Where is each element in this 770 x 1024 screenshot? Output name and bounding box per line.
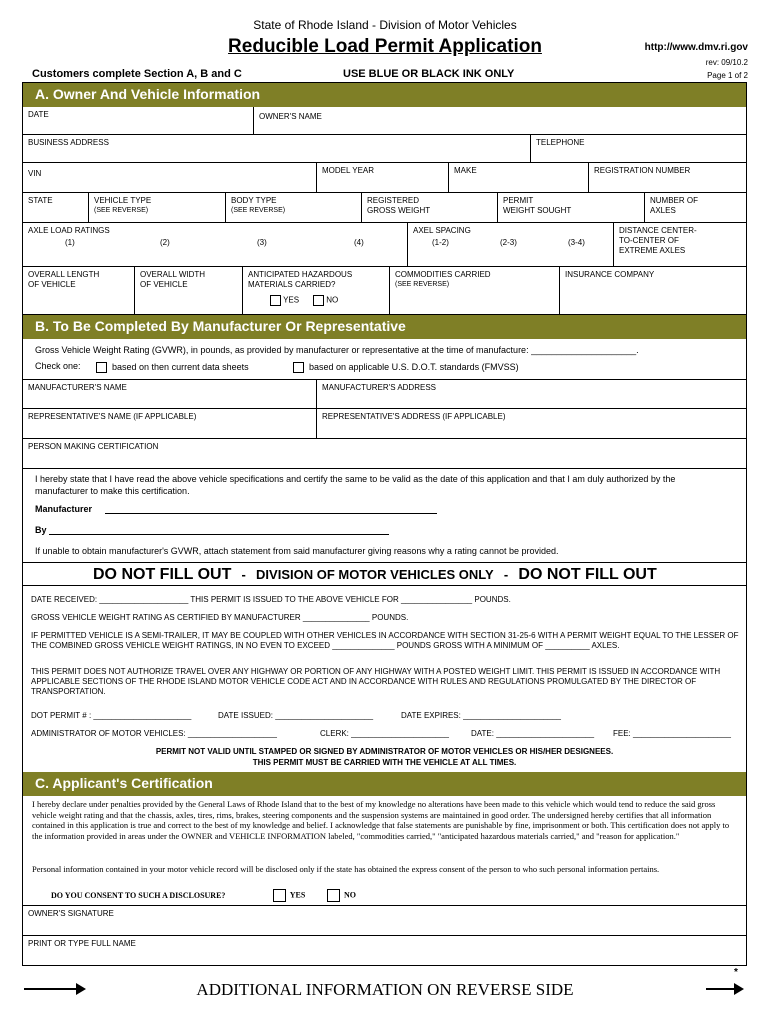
dmv-only-heading bbox=[93, 567, 733, 583]
consent-yes-label: YES bbox=[289, 890, 306, 900]
certification-statement: I hereby state that I have read the above vehicle specifications and certify the same to be valid as the date of this application and that I am duly authorized by the manufacturer to make this certification. bbox=[35, 474, 676, 496]
state-label: STATE bbox=[28, 196, 53, 205]
privacy-text: Personal information contained in your motor vehicle record will be disclosed only if the state has obtained the express consent of the person to who such personal information pertains. bbox=[32, 864, 660, 874]
form-title: Reducible Load Permit Application bbox=[228, 36, 542, 57]
rep-address-label: REPRESENTATIVE'S ADDRESS (IF APPLICABLE) bbox=[322, 412, 506, 421]
manufacturer-name-field[interactable] bbox=[23, 379, 317, 409]
by-signature-line[interactable] bbox=[49, 534, 389, 535]
dmv-notice-1: PERMIT NOT VALID UNTIL STAMPED OR SIGNED BY ADMINISTRATOR OF MOTOR VEHICLES OR HIS/HER DESIGNEES. bbox=[155, 747, 614, 756]
rep-name-label: REPRESENTATIVE'S NAME (IF APPLICABLE) bbox=[28, 412, 197, 421]
consent-no-option[interactable] bbox=[327, 889, 356, 902]
overall-length-field[interactable] bbox=[23, 267, 135, 315]
insurance-label: INSURANCE COMPANY bbox=[565, 270, 655, 279]
overall-width-label-1: OVERALL WIDTH bbox=[140, 270, 206, 279]
number-of-axles-label-2: AXLES bbox=[650, 206, 676, 215]
telephone-label: TELEPHONE bbox=[536, 138, 585, 147]
consent-yes-checkbox[interactable] bbox=[273, 889, 286, 902]
business-address-label: BUSINESS ADDRESS bbox=[28, 138, 109, 147]
print-name-label: PRINT OR TYPE FULL NAME bbox=[28, 939, 136, 948]
hazardous-yes-option[interactable] bbox=[270, 295, 299, 306]
fmvss-checkbox[interactable] bbox=[293, 362, 304, 373]
hazardous-no-checkbox[interactable] bbox=[313, 295, 324, 306]
owner-name-field[interactable] bbox=[254, 107, 746, 135]
check-one-label: Check one: bbox=[35, 361, 81, 371]
option-2-label: based on applicable U.S. D.O.T. standards (FMVSS) bbox=[309, 362, 519, 372]
manufacturer-address-field[interactable] bbox=[317, 379, 746, 409]
dmv-line-4: THIS PERMIT DOES NOT AUTHORIZE TRAVEL OVER ANY HIGHWAY OR PORTION OF ANY HIGHWAY WITH A POSTED WEIGHT LIMIT. THIS PERMIT IS ISSUED IN ACCORDANCE WITH APPLICABLE SECTIONS OF THE RHODE ISLAND MOTOR VEHICLE CODE ACT AND IN ACCORDANCE WITH RULES AND REGULATIONS PROMULGATED BY THE DIRECTOR OF TRANSPORTATION. bbox=[31, 667, 721, 696]
number-of-axles-field[interactable] bbox=[645, 193, 746, 223]
customers-instruction: Customers complete Section A, B and C bbox=[32, 68, 242, 80]
administrator-field: ADMINISTRATOR OF MOTOR VEHICLES: ____________________ bbox=[31, 729, 277, 738]
model-year-label: MODEL YEAR bbox=[322, 166, 375, 175]
state-field[interactable] bbox=[23, 193, 89, 223]
asterisk-mark: * bbox=[734, 967, 738, 978]
hazardous-label-2: MATERIALS CARRIED? bbox=[248, 280, 336, 289]
business-address-field[interactable] bbox=[23, 135, 531, 163]
manufacturer-signature-line[interactable] bbox=[105, 513, 437, 514]
registered-gross-weight-label-1: REGISTERED bbox=[367, 196, 420, 205]
dmv-only-label: DIVISION OF MOTOR VEHICLES ONLY bbox=[256, 567, 494, 582]
data-sheets-checkbox[interactable] bbox=[96, 362, 107, 373]
by-label: By bbox=[35, 525, 47, 535]
consent-no-label: NO bbox=[344, 890, 356, 900]
person-cert-label: PERSON MAKING CERTIFICATION bbox=[28, 442, 159, 451]
heading-dash-1: - bbox=[241, 567, 246, 582]
owner-signature-field[interactable] bbox=[23, 905, 746, 936]
do-not-fill-right: DO NOT FILL OUT bbox=[518, 566, 657, 583]
right-arrow-icon-right bbox=[706, 988, 742, 990]
registered-gross-weight-field[interactable] bbox=[362, 193, 498, 223]
consent-yes-option[interactable] bbox=[273, 889, 305, 902]
commodities-label: COMMODITIES CARRIED bbox=[395, 270, 491, 279]
overall-length-label-2: OF VEHICLE bbox=[28, 280, 76, 289]
website-link[interactable]: http://www.dmv.ri.gov bbox=[644, 42, 748, 53]
divider bbox=[23, 562, 746, 563]
make-label: MAKE bbox=[454, 166, 477, 175]
consent-question: DO YOU CONSENT TO SUCH A DISCLOSURE? bbox=[51, 891, 226, 900]
heading-dash-2: - bbox=[503, 567, 509, 582]
hazardous-yes-label: YES bbox=[283, 295, 300, 305]
print-full-name-field[interactable] bbox=[23, 936, 746, 966]
revision-label: rev: 09/10.2 bbox=[705, 58, 748, 67]
dot-permit-field: DOT PERMIT # : ______________________ bbox=[31, 711, 192, 720]
vin-label: VIN bbox=[28, 169, 42, 178]
representative-address-field[interactable] bbox=[317, 409, 746, 439]
do-not-fill-left: DO NOT FILL OUT bbox=[93, 566, 232, 583]
hazardous-label-1: ANTICIPATED HAZARDOUS bbox=[248, 270, 353, 279]
ink-instruction: USE BLUE OR BLACK INK ONLY bbox=[343, 68, 515, 80]
representative-name-field[interactable] bbox=[23, 409, 317, 439]
spacing-3-4-label: (3-4) bbox=[568, 238, 585, 247]
option-1-label: based on then current data sheets bbox=[112, 362, 249, 372]
axle-4-label: (4) bbox=[354, 238, 364, 247]
commodities-note: (SEE REVERSE) bbox=[395, 281, 450, 288]
dmv-line-3: IF PERMITTED VEHICLE IS A SEMI-TRAILER, IT MAY BE COUPLED WITH OTHER VEHICLES IN ACCORDANCE WITH SECTION 31-25-6 WITH A PERMIT WEIGHT EQUAL TO THE LESSER OF THE COMBINED GROSS VEHICLE WEIGHT RATINGS, IN NO EVEN TO EXCEED ______________ POUNDS GROSS WITH A MINIMUM OF __________ AXLES. bbox=[31, 631, 739, 650]
hazardous-no-option[interactable] bbox=[313, 295, 338, 306]
axle-load-ratings-field[interactable] bbox=[23, 223, 408, 267]
date-label: DATE bbox=[28, 110, 49, 119]
axle-2-label: (2) bbox=[160, 238, 170, 247]
dmv-divider bbox=[23, 585, 746, 586]
manufacturer-signature-label: Manufacturer bbox=[35, 504, 93, 514]
section-a-header: A. Owner And Vehicle Information bbox=[23, 83, 746, 107]
person-certification-field[interactable] bbox=[23, 439, 746, 469]
dmv-notice-2: THIS PERMIT MUST BE CARRIED WITH THE VEHICLE AT ALL TIMES. bbox=[252, 758, 517, 767]
permit-weight-label-2: WEIGHT SOUGHT bbox=[503, 206, 572, 215]
body-type-note: (SEE REVERSE) bbox=[231, 207, 286, 214]
body-type-label: BODY TYPE bbox=[231, 196, 277, 205]
distance-extreme-axles-field[interactable] bbox=[614, 223, 746, 267]
fee-field: FEE: ______________________ bbox=[613, 729, 731, 738]
permit-weight-label-1: PERMIT bbox=[503, 196, 534, 205]
axle-3-label: (3) bbox=[257, 238, 267, 247]
distance-label-3: EXTREME AXLES bbox=[619, 246, 686, 255]
dmv-line-1: DATE RECEIVED: ____________________ THIS PERMIT IS ISSUED TO THE ABOVE VEHICLE FOR ________________ POUNDS. bbox=[31, 595, 511, 604]
overall-length-label-1: OVERALL LENGTH bbox=[28, 270, 100, 279]
owner-name-label: OWNER'S NAME bbox=[259, 112, 322, 121]
model-year-field[interactable] bbox=[317, 163, 449, 193]
dmv-date-field: DATE: ______________________ bbox=[471, 729, 595, 738]
axle-load-ratings-label: AXLE LOAD RATINGS bbox=[28, 226, 110, 235]
hazardous-materials-field bbox=[243, 267, 390, 315]
commodities-field[interactable] bbox=[390, 267, 560, 315]
section-b-header: B. To Be Completed By Manufacturer Or Representative bbox=[23, 315, 746, 339]
hazardous-yes-checkbox[interactable] bbox=[270, 295, 281, 306]
date-field[interactable] bbox=[23, 107, 254, 135]
spacing-1-2-label: (1-2) bbox=[432, 238, 449, 247]
option-data-sheets[interactable] bbox=[96, 362, 249, 373]
manufacturer-name-label: MANUFACTURER'S NAME bbox=[28, 383, 127, 392]
owner-signature-label: OWNER'S SIGNATURE bbox=[28, 909, 114, 918]
spacing-2-3-label: (2-3) bbox=[500, 238, 517, 247]
number-of-axles-label-1: NUMBER OF bbox=[650, 196, 698, 205]
vehicle-type-field[interactable] bbox=[89, 193, 226, 223]
registration-number-field[interactable] bbox=[589, 163, 746, 193]
axel-spacing-label: AXEL SPACING bbox=[413, 226, 471, 235]
registration-number-label: REGISTRATION NUMBER bbox=[594, 166, 691, 175]
permit-weight-field[interactable] bbox=[498, 193, 645, 223]
section-c-header: C. Applicant's Certification bbox=[23, 772, 746, 796]
declaration-text: I hereby declare under penalties provided by the General Laws of Rhode Island that to the best of my knowledge no alterations have been made to this vehicle which would tend to reduce the said gross vehicle weight rating and that the chassis, axles, tires, rims, brakes, steering components and the suspension systems are maintained in good order. The undersigned hereby certifies that all information contained in this application is true and correct to the best of my knowledge and belief. I acknowledge that false statements are punishable by fine, imprisonment or both. This certification does not apply to the information provided in areas under the OWNER and VEHICLE INFORMATION labeled, "commodities carried," "anticipated hazardous materials carried," and "reason for application." bbox=[32, 799, 730, 841]
distance-label-2: TO-CENTER OF bbox=[619, 236, 679, 245]
date-issued-field: DATE ISSUED: ______________________ bbox=[218, 711, 374, 720]
overall-width-field[interactable] bbox=[135, 267, 243, 315]
vin-field[interactable] bbox=[23, 163, 317, 193]
telephone-field[interactable] bbox=[531, 135, 746, 163]
vehicle-type-label: VEHICLE TYPE bbox=[94, 196, 152, 205]
clerk-field: CLERK: ______________________ bbox=[320, 729, 450, 738]
gvwr-statement: Gross Vehicle Weight Rating (GVWR), in pounds, as provided by manufacturer or representative at the time of manufacture: _____________________. bbox=[35, 345, 639, 355]
page-number: Page 1 of 2 bbox=[707, 71, 748, 80]
dmv-line-2: GROSS VEHICLE WEIGHT RATING AS CERTIFIED BY MANUFACTURER _______________ POUNDS. bbox=[31, 613, 409, 622]
footer-text: ADDITIONAL INFORMATION ON REVERSE SIDE bbox=[196, 980, 574, 999]
consent-no-checkbox[interactable] bbox=[327, 889, 340, 902]
manufacturer-address-label: MANUFACTURER'S ADDRESS bbox=[322, 383, 436, 392]
body-type-field[interactable] bbox=[226, 193, 362, 223]
make-field[interactable] bbox=[449, 163, 589, 193]
form-body bbox=[22, 82, 747, 966]
axle-1-label: (1) bbox=[65, 238, 75, 247]
insurance-company-field[interactable] bbox=[560, 267, 746, 315]
hazardous-no-label: NO bbox=[326, 295, 339, 305]
option-fmvss[interactable] bbox=[293, 362, 519, 373]
date-expires-field: DATE EXPIRES: ______________________ bbox=[401, 711, 561, 720]
distance-label-1: DISTANCE CENTER- bbox=[619, 226, 697, 235]
gvwr-note: If unable to obtain manufacturer's GVWR, attach statement from said manufacturer giving reasons why a rating cannot be provided. bbox=[35, 546, 559, 556]
overall-width-label-2: OF VEHICLE bbox=[140, 280, 188, 289]
agency-header: State of Rhode Island - Division of Motor Vehicles bbox=[253, 18, 517, 32]
registered-gross-weight-label-2: GROSS WEIGHT bbox=[367, 206, 431, 215]
vehicle-type-note: (SEE REVERSE) bbox=[94, 207, 149, 214]
